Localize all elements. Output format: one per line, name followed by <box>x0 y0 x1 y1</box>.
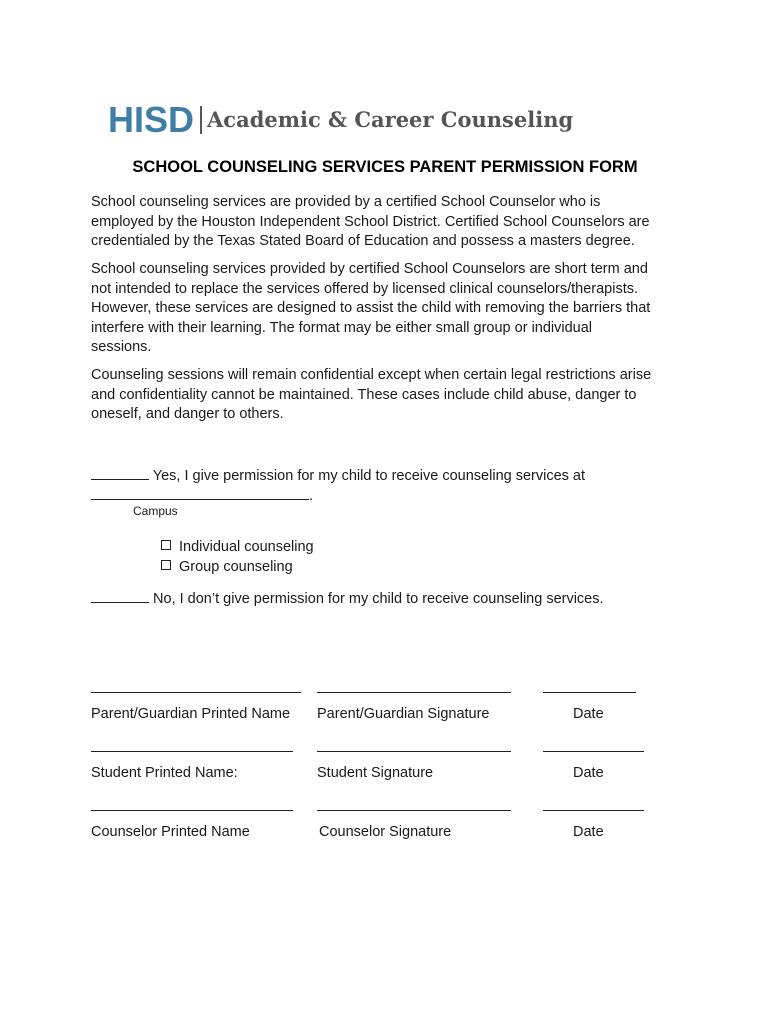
paragraph-line: sessions. <box>91 339 152 356</box>
student-name-line[interactable] <box>91 751 293 752</box>
permission-yes-row <box>91 465 585 484</box>
counselor-name-line[interactable] <box>91 810 293 811</box>
parent-date-label: Date <box>573 706 604 722</box>
option-label: Individual counseling <box>179 539 314 555</box>
parent-signature-line[interactable] <box>317 692 511 693</box>
campus-blank[interactable] <box>91 485 309 500</box>
checkbox-icon[interactable] <box>161 540 171 550</box>
counselor-signature-line[interactable] <box>317 810 511 811</box>
yes-initial-blank[interactable] <box>91 465 149 480</box>
paragraph-line: employed by the Houston Independent School District. Certified School Counselors are <box>91 213 650 230</box>
form-title: SCHOOL COUNSELING SERVICES PARENT PERMISSION FORM <box>132 158 638 176</box>
counselor-name-label: Counselor Printed Name <box>91 824 250 840</box>
paragraph-line: and confidentiality cannot be maintained. These cases include child abuse, danger to <box>91 386 637 403</box>
paragraph-credentials <box>91 193 691 252</box>
parent-name-label: Parent/Guardian Printed Name <box>91 706 291 722</box>
option-individual[interactable] <box>161 539 314 555</box>
paragraph-services <box>91 260 691 358</box>
no-initial-blank[interactable] <box>91 588 149 603</box>
logo-text: Academic & Career Counseling <box>207 107 574 132</box>
campus-end: . <box>309 488 314 504</box>
option-group[interactable] <box>161 559 293 575</box>
paragraph-line: not intended to replace the services offered by licensed clinical counselors/therapists. <box>91 280 639 297</box>
campus-row <box>91 485 313 504</box>
paragraph-line: However, these services are designed to assist the child with removing the barriers that <box>91 300 651 317</box>
student-name-label: Student Printed Name: <box>91 765 238 781</box>
paragraph-confidentiality <box>91 366 691 425</box>
paragraph-line: oneself, and danger to others. <box>91 406 284 423</box>
parent-name-line[interactable] <box>91 692 301 693</box>
campus-label: Campus <box>133 504 178 518</box>
paragraph-line: School counseling services are provided by a certified School Counselor who is <box>91 194 601 210</box>
paragraph-line: School counseling services provided by certified School Counselors are short term and <box>91 261 648 277</box>
checkbox-icon[interactable] <box>161 560 171 570</box>
parent-date-line[interactable] <box>543 692 636 693</box>
yes-text: Yes, I give permission for my child to receive counseling services at <box>152 468 586 484</box>
paragraph-line: Counseling sessions will remain confidential except when certain legal restrictions arise <box>91 367 652 383</box>
no-text: No, I don’t give permission for my child to receive counseling services. <box>153 591 604 607</box>
hisd-logo <box>108 100 573 140</box>
permission-no-row <box>91 588 604 607</box>
logo-mark: HISD <box>108 99 195 140</box>
paragraph-line: credentialed by the Texas Stated Board of Education and possess a masters degree. <box>91 233 635 250</box>
student-date-label: Date <box>573 765 604 781</box>
counselor-date-line[interactable] <box>543 810 644 811</box>
counselor-date-label: Date <box>573 824 604 840</box>
student-signature-line[interactable] <box>317 751 511 752</box>
student-date-line[interactable] <box>543 751 644 752</box>
option-label: Group counseling <box>179 559 293 575</box>
student-signature-label: Student Signature <box>317 765 434 781</box>
paragraph-line: interfere with their learning. The format may be either small group or individual <box>91 319 593 336</box>
counselor-signature-label: Counselor Signature <box>319 824 452 840</box>
parent-signature-label: Parent/Guardian Signature <box>317 706 490 722</box>
logo-divider <box>200 106 202 134</box>
